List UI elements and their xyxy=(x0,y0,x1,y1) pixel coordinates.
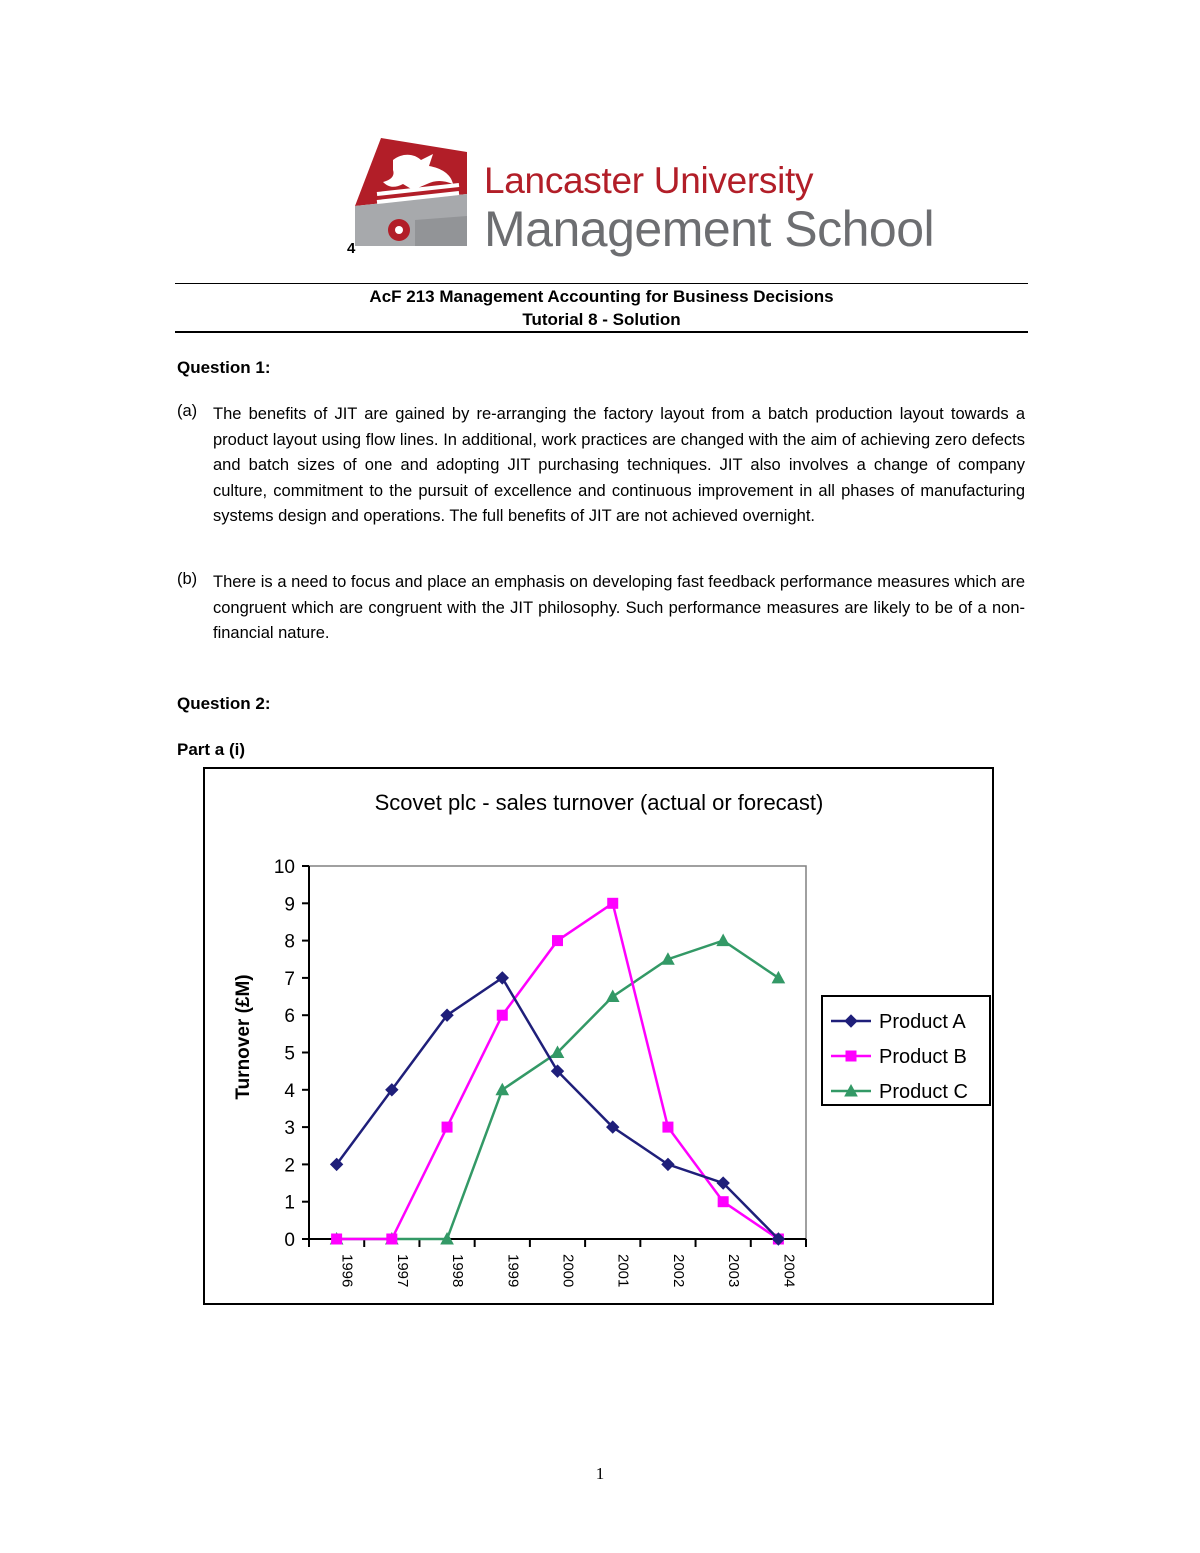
tutorial-title: Tutorial 8 - Solution xyxy=(522,310,681,329)
y-tick-label: 9 xyxy=(284,894,295,916)
legend-label-product-c: Product C xyxy=(879,1081,968,1103)
question-1-part-b xyxy=(177,570,1025,647)
data-point-product-b xyxy=(387,1234,397,1244)
chart-frame xyxy=(203,767,994,1305)
x-tick-label: 2001 xyxy=(614,1254,632,1288)
part-b-label: (b) xyxy=(177,570,198,588)
y-tick-label: 10 xyxy=(273,857,295,878)
legend-label-product-b: Product B xyxy=(879,1046,967,1068)
legend-marker-product-b xyxy=(846,1051,856,1061)
question-1-heading: Question 1: xyxy=(177,358,271,377)
data-point-product-c xyxy=(607,991,619,1002)
x-tick-label: 2004 xyxy=(780,1254,798,1288)
data-point-product-b xyxy=(497,1010,507,1020)
y-tick-label: 6 xyxy=(284,1006,295,1028)
x-tick-label: 1997 xyxy=(393,1254,411,1288)
data-point-product-c xyxy=(772,972,784,983)
part-a-text: The benefits of JIT are gained by re-arranging the factory layout from a batch production layout towards a product layout using flow lines. In additional, work practices are changed with the aim of achieving zero defects and batch sizes of one and adopting JIT purchasing techniques. JIT also involves a change of company culture, commitment to the pursuit of excellence and continuous improvement in all phases of manufacturing systems design and operations. The full benefits of JIT are not achieved overnight. xyxy=(213,405,1025,525)
x-tick-label: 1996 xyxy=(338,1254,356,1288)
x-tick-label: 2003 xyxy=(725,1254,743,1288)
x-tick-label: 1998 xyxy=(449,1254,467,1288)
data-point-product-b xyxy=(442,1122,452,1132)
part-a-label: (a) xyxy=(177,402,198,420)
data-point-product-b xyxy=(332,1234,342,1244)
chart-title: Scovet plc - sales turnover (actual or forecast) xyxy=(374,790,824,815)
data-point-product-b xyxy=(663,1122,673,1132)
turnover-line-chart xyxy=(205,769,992,1303)
data-point-product-c xyxy=(717,935,729,946)
data-point-product-b xyxy=(718,1197,728,1207)
stray-number: 4 xyxy=(347,240,356,257)
data-point-product-b xyxy=(553,936,563,946)
logo-university-name: Lancaster University xyxy=(484,160,814,201)
course-title: AcF 213 Management Accounting for Business Decisions xyxy=(369,287,834,306)
x-tick-label: 2002 xyxy=(669,1254,687,1288)
top-rule xyxy=(175,283,1028,284)
lancaster-lion-crest-icon xyxy=(355,138,470,250)
y-tick-label: 0 xyxy=(284,1230,295,1251)
part-b-text: There is a need to focus and place an emphasis on developing fast feedback performance measures which are congruent which are congruent with the JIT philosophy. Such performance measures are likely to be of a non-financial nature. xyxy=(213,573,1025,642)
y-tick-label: 7 xyxy=(284,968,295,990)
y-tick-label: 1 xyxy=(284,1192,295,1214)
series-line-product-a xyxy=(337,978,779,1239)
y-tick-label: 4 xyxy=(284,1080,295,1102)
data-point-product-b xyxy=(608,898,618,908)
legend-label-product-a: Product A xyxy=(879,1011,966,1033)
y-tick-label: 2 xyxy=(284,1155,295,1177)
y-tick-label: 5 xyxy=(284,1043,295,1065)
y-tick-label: 8 xyxy=(284,931,295,953)
x-tick-label: 2000 xyxy=(559,1254,577,1288)
data-point-product-c xyxy=(496,1084,508,1095)
series-line-product-c xyxy=(337,941,779,1239)
question-1-part-a xyxy=(177,402,1025,530)
page-number: 1 xyxy=(595,1464,605,1483)
part-a-i-heading: Part a (i) xyxy=(177,740,246,759)
x-tick-label: 1999 xyxy=(504,1254,522,1288)
chart-y-axis-label: Turnover (£M) xyxy=(233,974,254,1100)
y-tick-label: 3 xyxy=(284,1118,295,1140)
logo-school-name: Management School xyxy=(484,201,935,257)
bottom-rule xyxy=(175,331,1028,333)
question-2-heading: Question 2: xyxy=(177,694,271,713)
